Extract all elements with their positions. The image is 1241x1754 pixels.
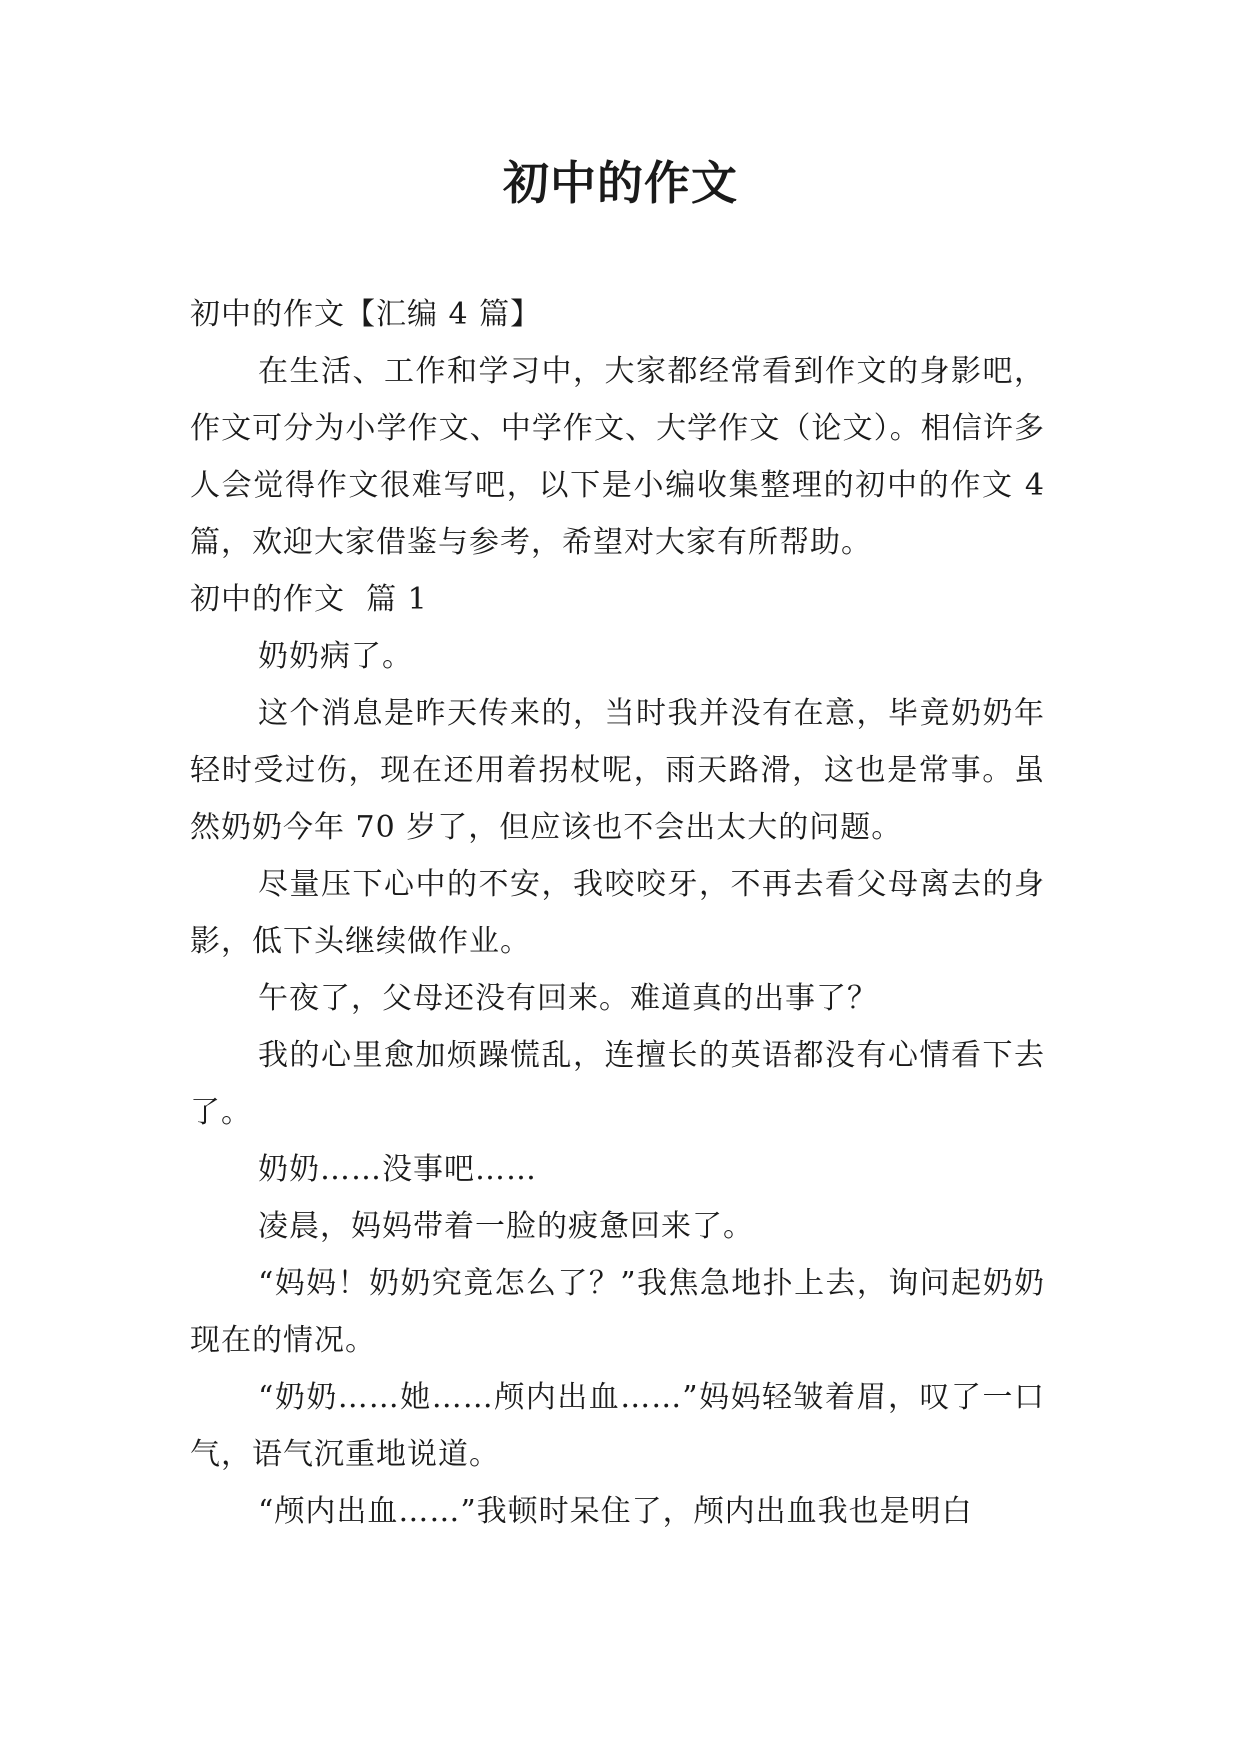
document-title: 初中的作文 [503,156,738,210]
essay-paragraph: 尽量压下心中的不安，我咬咬牙，不再去看父母离去的身影，低下头继续做作业。 [190,867,1045,959]
essay-paragraph: “妈妈！奶奶究竟怎么了？”我焦急地扑上去，询问起奶奶现在的情况。 [190,1266,1045,1358]
essay-paragraph: 凌晨，妈妈带着一脸的疲惫回来了。 [258,1209,754,1244]
intro-paragraph: 在生活、工作和学习中，大家都经常看到作文的身影吧，作文可分为小学作文、中学作文、大学作文（论文）。相信许多人会觉得作文很难写吧，以下是小编收集整理的初中的作文 4 篇，欢迎大家借鉴与参考，希望对大家有所帮助。 [190,354,1045,560]
section-heading: 初中的作文 篇 1 [190,582,428,617]
essay-paragraph: 这个消息是昨天传来的，当时我并没有在意，毕竟奶奶年轻时受过伤，现在还用着拐杖呢，雨天路滑，这也是常事。虽然奶奶今年 70 岁了，但应该也不会出太大的问题。 [190,696,1045,845]
document-body [190,286,1045,1540]
document-subtitle: 初中的作文【汇编 4 篇】 [190,297,542,332]
essay-paragraph: 午夜了，父母还没有回来。难道真的出事了？ [258,981,878,1016]
essay-paragraph: 奶奶病了。 [258,639,413,674]
essay-paragraph: “颅内出血……”我顿时呆住了，颅内出血我也是明白 [258,1494,973,1529]
essay-paragraph: 我的心里愈加烦躁慌乱，连擅长的英语都没有心情看下去了。 [190,1038,1045,1130]
essay-paragraph: “奶奶……她……颅内出血……”妈妈轻皱着眉，叹了一口气，语气沉重地说道。 [190,1380,1045,1472]
essay-paragraph: 奶奶……没事吧…… [258,1152,537,1187]
